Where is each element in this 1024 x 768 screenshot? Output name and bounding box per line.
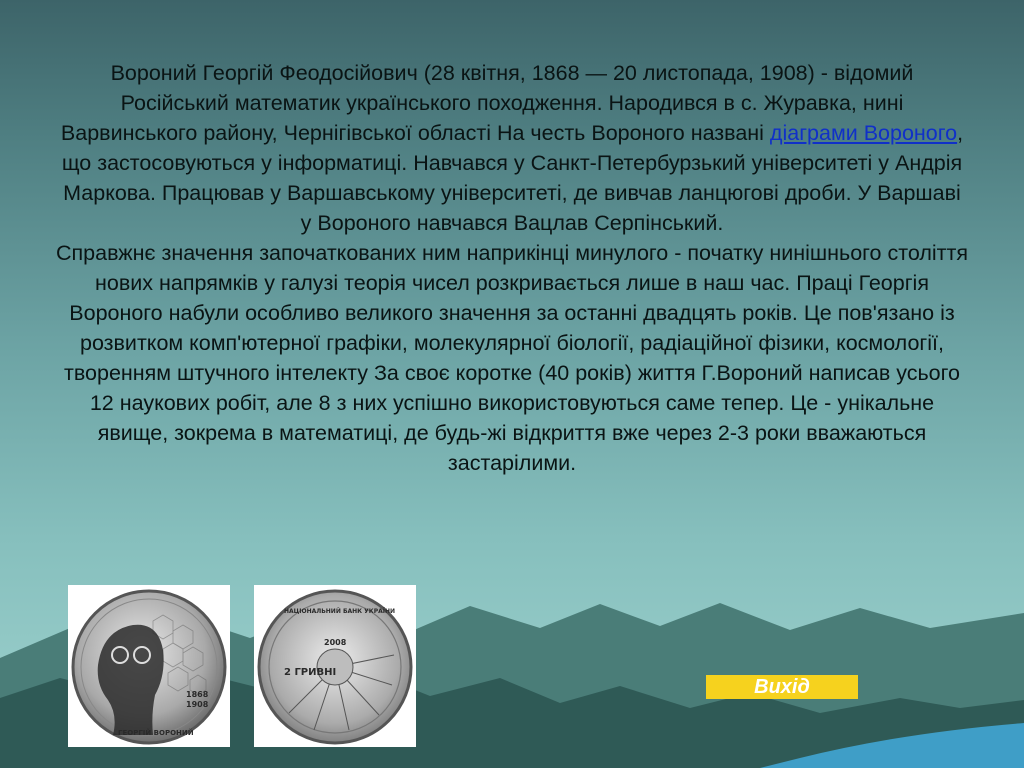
- bio-text-part1: Вороний Георгій Феодосійович (28 квітня, 1868 — 20 листопада, 1908) - відомий Російський математик українського походження. Народився в с. Журавка, нині Варвинського району, Чернігівської області На честь Вороного названі: [60, 61, 914, 145]
- biography-text: [56, 58, 968, 478]
- bio-paragraph-2: Справжнє значення започаткованих ним наприкінці минулого - початку нинішнього століття нових напрямків у галузі теорія чисел розкривається лише в наш час. Праці Георгія Вороного набули особливо великого значення за останні двадцять років. Це пов'язано із розвитком комп'ютерної графіки, молекулярної біології, радіаційної фізики, космології, творенням штучного інтелекту За своє коротке (40 років) життя Г.Вороний написав усього 12 наукових робіт, але 8 з них успішно використовуються саме тепер. Це - унікальне явище, зокрема в математиці, де будь-жі відкриття вже через 2-3 роки вважаються застарілими.: [56, 241, 968, 475]
- coin-front-image: [68, 585, 230, 747]
- coin-front-name: ГЕОРГІЙ ВОРОНИЙ: [118, 729, 194, 737]
- voronoi-diagram-link[interactable]: діаграми Вороного: [769, 121, 958, 145]
- coin-back-image: [254, 585, 416, 747]
- coin-back-svg: [254, 585, 416, 747]
- coin-back-bank: НАЦІОНАЛЬНИЙ БАНК УКРАЇНИ: [284, 608, 396, 615]
- exit-button[interactable]: Вихід: [706, 675, 858, 699]
- coin-front-year-1: 1868: [186, 690, 209, 699]
- coin-front-svg: [68, 585, 230, 747]
- coin-front-year-2: 1908: [186, 700, 209, 709]
- coin-back-value: 2 ГРИВНІ: [284, 667, 337, 678]
- coin-back-year: 2008: [324, 638, 347, 647]
- bio-text-part2: , що застосовуються у інформатиці. Навчався у Санкт-Петербурзький університеті у Андрія Маркова. Працював у Варшавському університеті, де вивчав ланцюгові дроби. У Варшаві у Вороного навчався Вацлав Серпінський.: [61, 121, 964, 235]
